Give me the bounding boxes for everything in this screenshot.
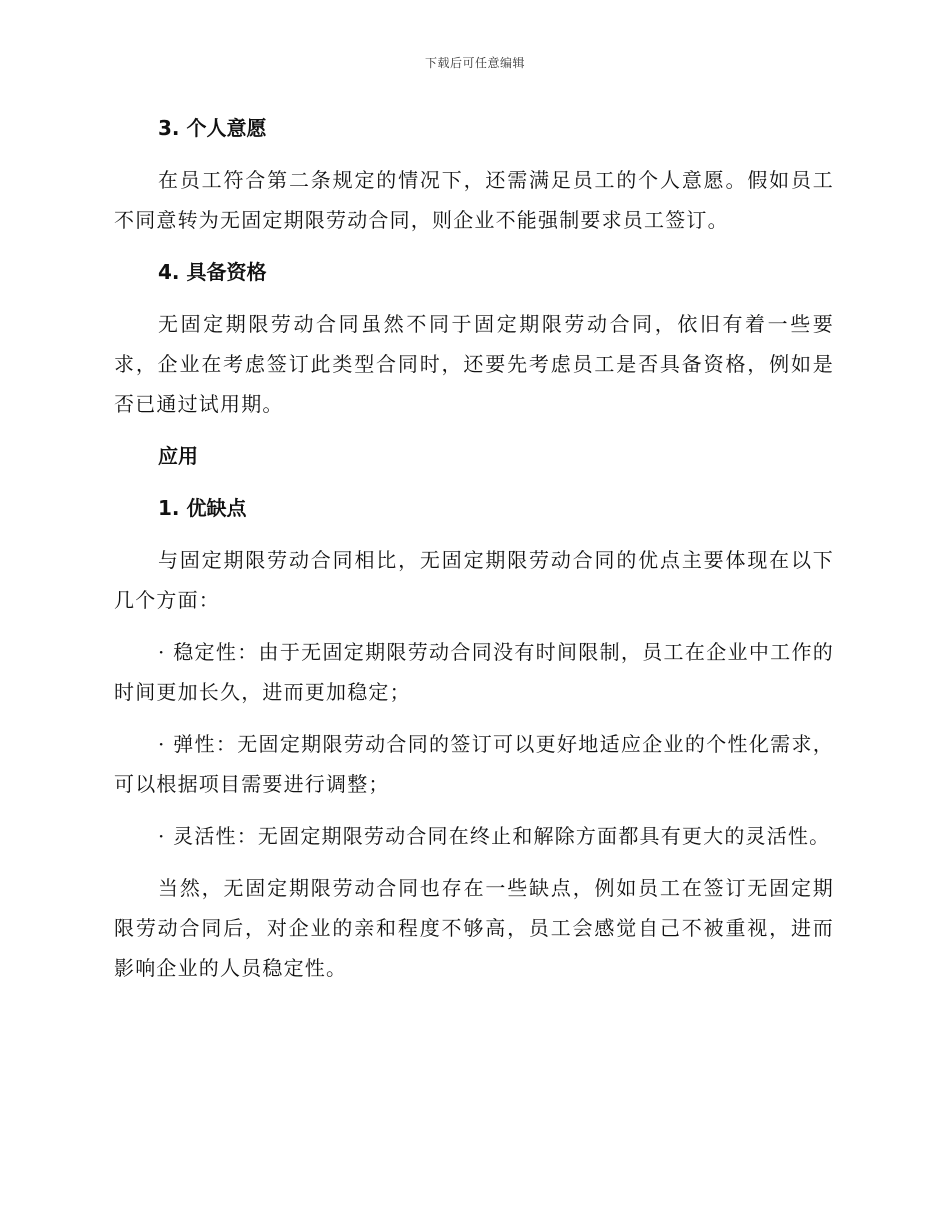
section-heading-personal-will: 3. 个人意愿 [158, 116, 267, 140]
paragraph-personal-will: 在员工符合第二条规定的情况下，还需满足员工的个人意愿。假如员工不同意转为无固定期限劳动合同，则企业不能强制要求员工签订。 [114, 168, 834, 232]
page-header: 下载后可任意编辑 [424, 56, 525, 70]
section-heading-qualification: 4. 具备资格 [158, 260, 267, 284]
bullet-elasticity: · 弹性：无固定期限劳动合同的签订可以更好地适应企业的个性化需求，可以根据项目需要进行调整； [114, 732, 834, 796]
document-body [114, 108, 834, 1000]
paragraph-cons: 当然，无固定期限劳动合同也存在一些缺点，例如员工在签订无固定期限劳动合同后，对企业的亲和程度不够高，员工会感觉自己不被重视，进而影响企业的人员稳定性。 [114, 876, 834, 980]
section-heading-pros-cons: 1. 优缺点 [158, 496, 247, 520]
bullet-stability: · 稳定性：由于无固定期限劳动合同没有时间限制，员工在企业中工作的时间更加长久，进而更加稳定； [114, 640, 834, 704]
paragraph-pros-intro: 与固定期限劳动合同相比，无固定期限劳动合同的优点主要体现在以下几个方面： [114, 548, 834, 612]
paragraph-qualification: 无固定期限劳动合同虽然不同于固定期限劳动合同，依旧有着一些要求，企业在考虑签订此类型合同时，还要先考虑员工是否具备资格，例如是否已通过试用期。 [114, 312, 834, 416]
bullet-flexibility: · 灵活性：无固定期限劳动合同在终止和解除方面都具有更大的灵活性。 [158, 824, 831, 848]
section-heading-application: 应用 [158, 444, 198, 468]
